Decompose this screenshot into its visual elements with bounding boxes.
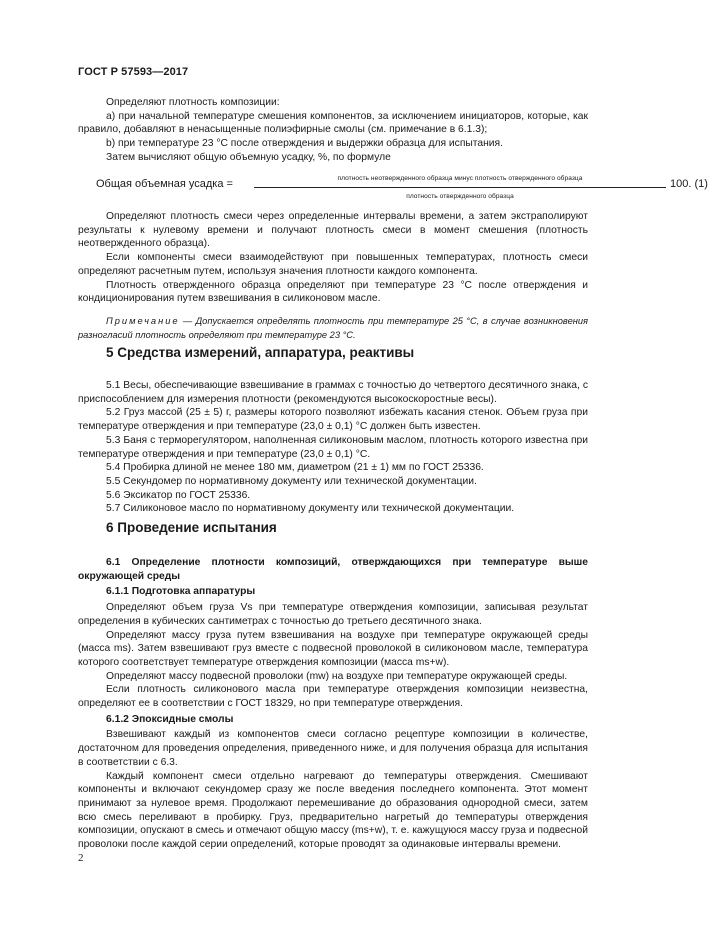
density-block <box>78 210 588 342</box>
list-item-a: а) при начальной температуре смешения компонентов, за исключением инициаторов, которые, как правило, добавляют в ненасыщенные полиэфирные смолы (см. примечание в 6.1.3); <box>78 110 588 136</box>
formula-lhs: Общая объемная усадка = <box>96 178 233 190</box>
paragraph: Определяют массу груза путем взвешивания на воздухе при температуре окружающей среды (масса ms). Затем взвешивают груз вместе с подвесной проволокой в силиконовом масле, температура которого соответствует температуре отверждения композиции (масса ms+w). <box>78 629 588 668</box>
page-number: 2 <box>78 852 84 864</box>
clause: 5.3 Баня с терморегулятором, наполненная силиконовым маслом, плотность которого известна при температуре отверждения и при температуре (23,0 ± 0,1) °С. <box>78 434 588 460</box>
formula-denominator: плотность отвержденного образца <box>406 192 514 200</box>
clause: 5.1 Весы, обеспечивающие взвешивание в граммах с точностью до четвертого десятичного знака, с приспособлением для измерения плотности (рекомендуются высокоскоростные весы). <box>78 380 588 405</box>
section-6-content <box>78 556 588 852</box>
section-5 <box>78 346 588 360</box>
paragraph: Определяют плотность композиции: <box>106 97 280 108</box>
paragraph: Определяют объем груза Vs при температуре отверждения композиции, записывая результат определения в кубических сантиметрах с точностью до третьего десятичного знака. <box>78 602 588 627</box>
note <box>78 315 588 342</box>
clause: 5.5 Секундомер по нормативному документу или технической документации. <box>106 475 477 487</box>
intro-block <box>78 96 588 165</box>
note-text: — Допускается определять плотность при температуре 25 °С, в случае возникновения разногласий плотность определяют при температуре 23 °С. <box>78 315 588 340</box>
paragraph: Каждый компонент смеси отдельно нагревают до температуры отверждения. Смешивают компоненты и включают секундомер сразу же после введения последнего компонента. Этот момент принимают за нулевое время. Продолжают перемешивание до образования однородной смеси, затем всю смесь переливают в пробирку. Груз, предварительно нагретый до температуры отверждения композиции, опускают в смесь и отмечают общую массу (ms+w), т. е. кажущуюся массу груза и подвесной проволоки после каждой серии определений, которые проводят за одинаковые интервалы времени. <box>78 770 588 851</box>
formula-rhs: 100. (1) <box>670 178 708 190</box>
clause: 5.2 Груз массой (25 ± 5) г, размеры которого позволяют избежать касания стенок. Объем груза при температуре отверждения и при температуре (23,0 ± 0,1) °С должен быть известен. <box>78 407 588 433</box>
clause: 5.7 Силиконовое масло по нормативному документу или технической документации. <box>106 503 515 515</box>
formula-1 <box>96 172 708 202</box>
paragraph: Определяют массу подвесной проволоки (mw) на воздухе при температуре окружающей среды. <box>106 670 568 682</box>
formula-numerator: плотность неотвержденного образца минус плотность отвержденного образца <box>254 172 666 188</box>
section-6 <box>78 521 588 535</box>
section-heading: 6 Проведение испытания <box>106 520 277 535</box>
paragraph: Затем вычисляют общую объемную усадку, %, по формуле <box>106 151 391 163</box>
subsection-heading: 6.1 Определение плотности композиций, отверждающихся при температуре выше окружающей среды <box>78 557 588 582</box>
document-header: ГОСТ Р 57593—2017 <box>78 66 189 78</box>
section-5-items <box>78 379 588 516</box>
list-item-b: b) при температуре 23 °С после отверждения и выдержки образца для испытания. <box>106 138 503 150</box>
paragraph: Взвешивают каждый из компонентов смеси согласно рецептуре композиции в количестве, достаточном для проведения определения, приведенного ниже, и для получения образца для испытания в соответствии с 6.3. <box>78 729 588 768</box>
paragraph: Если компоненты смеси взаимодействуют при повышенных температурах, плотность смеси определяют расчетным путем, используя значения плотности каждого компонента. <box>78 252 588 277</box>
paragraph: Плотность отвержденного образца определяют при температуре 23 °С после отверждения и кондиционирования путем взвешивания в силиконовом масле. <box>78 279 588 305</box>
section-heading: 5 Средства измерений, аппаратура, реактивы <box>106 345 415 360</box>
note-label: Примечание <box>106 315 180 326</box>
formula-fraction <box>254 172 666 203</box>
paragraph: Если плотность силиконового масла при температуре отверждения композиции неизвестна, определяют ее в соответствии с ГОСТ 18329, но при температуре отверждения. <box>78 684 588 710</box>
subsubsection-heading: 6.1.1 Подготовка аппаратуры <box>106 586 256 598</box>
paragraph: Определяют плотность смеси через определенные интервалы времени, а затем экстраполируют результаты к нулевому времени и получают плотность смеси в момент смешения (плотность неотвержденного образца). <box>78 211 588 250</box>
clause: 5.6 Эксикатор по ГОСТ 25336. <box>106 489 251 501</box>
subsubsection-heading: 6.1.2 Эпоксидные смолы <box>106 713 234 725</box>
clause: 5.4 Пробирка длиной не менее 180 мм, диаметром (21 ± 1) мм по ГОСТ 25336. <box>106 462 484 474</box>
